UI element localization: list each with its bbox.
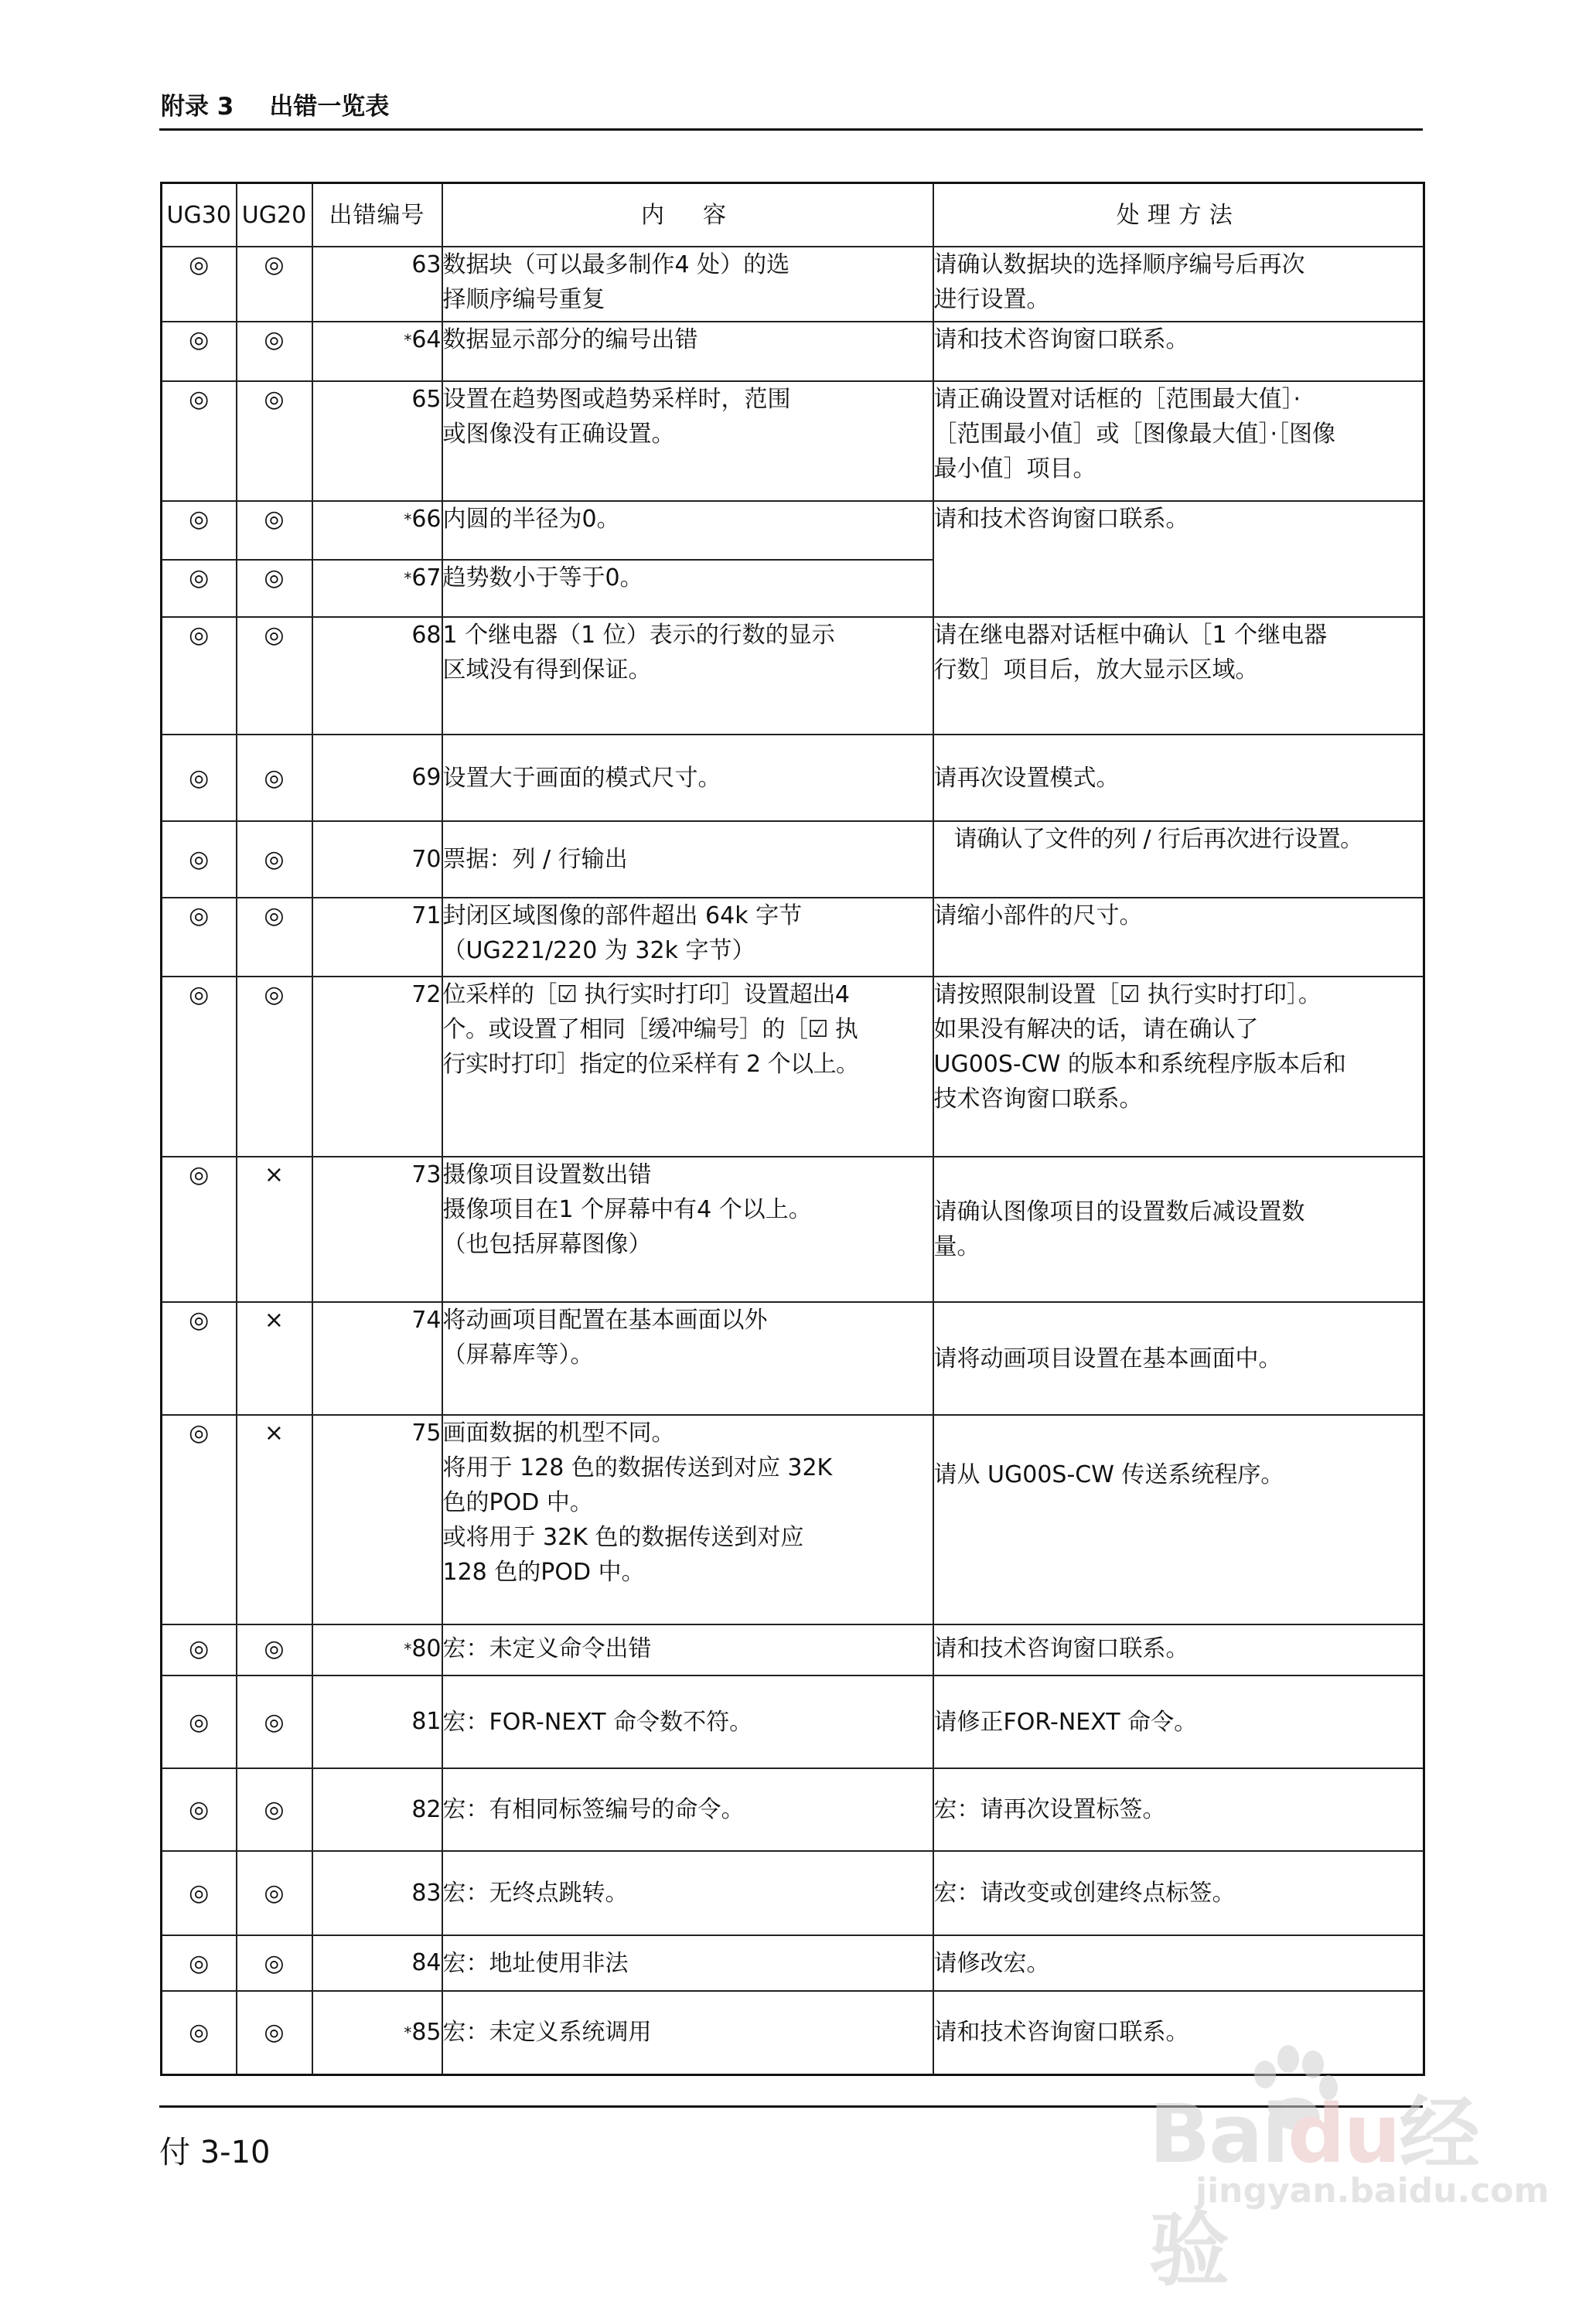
table-row bbox=[162, 898, 1424, 977]
content-cell: 宏：未定义命令出错 bbox=[442, 1624, 933, 1675]
error-code-cell: *67 bbox=[312, 560, 442, 617]
ug30-cell: ◎ bbox=[162, 1991, 237, 2074]
table-row bbox=[162, 821, 1424, 898]
error-code-cell: 63 bbox=[312, 247, 442, 322]
ug20-cell: × bbox=[237, 1415, 312, 1624]
ug20-cell: ◎ bbox=[237, 617, 312, 735]
ug30-cell: ◎ bbox=[162, 501, 237, 560]
ug30-cell: ◎ bbox=[162, 1675, 237, 1768]
ug20-cell: ◎ bbox=[237, 1935, 312, 1991]
ug30-cell: ◎ bbox=[162, 1768, 237, 1851]
ug20-cell: ◎ bbox=[237, 898, 312, 977]
content-cell: 设置大于画面的模式尺寸。 bbox=[442, 735, 933, 821]
content-cell: 将动画项目配置在基本画面以外 （屏幕库等）。 bbox=[442, 1302, 933, 1415]
content-cell: 数据显示部分的编号出错 bbox=[442, 322, 933, 381]
method-cell: 宏：请改变或创建终点标签。 bbox=[933, 1851, 1424, 1935]
error-code-cell: 65 bbox=[312, 381, 442, 501]
error-code-cell: *80 bbox=[312, 1624, 442, 1675]
content-cell: 1 个继电器（1 位）表示的行数的显示 区域没有得到保证。 bbox=[442, 617, 933, 735]
table-row bbox=[162, 322, 1424, 381]
ug30-cell: ◎ bbox=[162, 1935, 237, 1991]
content-cell: 设置在趋势图或趋势采样时，范围 或图像没有正确设置。 bbox=[442, 381, 933, 501]
error-code-cell: 83 bbox=[312, 1851, 442, 1935]
page-title: 出错一览表 bbox=[269, 93, 390, 121]
ug20-cell: ◎ bbox=[237, 1768, 312, 1851]
ug30-cell: ◎ bbox=[162, 735, 237, 821]
watermark-brand: Baidu经验 bbox=[1149, 2087, 1478, 2297]
error-code-cell: 72 bbox=[312, 977, 442, 1157]
table-row bbox=[162, 1415, 1424, 1624]
ug30-cell: ◎ bbox=[162, 1157, 237, 1302]
error-code-cell: *85 bbox=[312, 1991, 442, 2074]
content-cell: 宏：FOR-NEXT 命令数不符。 bbox=[442, 1675, 933, 1768]
method-cell: 请确认图像项目的设置数后减设置数 量。 bbox=[933, 1157, 1424, 1302]
error-code-cell: 70 bbox=[312, 821, 442, 898]
error-code-cell: 68 bbox=[312, 617, 442, 735]
error-code-cell: 84 bbox=[312, 1935, 442, 1991]
ug30-cell: ◎ bbox=[162, 977, 237, 1157]
content-cell: 宏：无终点跳转。 bbox=[442, 1851, 933, 1935]
error-code-cell: 81 bbox=[312, 1675, 442, 1768]
header-content: 内 容 bbox=[442, 183, 933, 247]
content-cell: 内圆的半径为0。 bbox=[442, 501, 933, 560]
table-row bbox=[162, 735, 1424, 821]
error-code-cell: 75 bbox=[312, 1415, 442, 1624]
table-row bbox=[162, 1624, 1424, 1675]
ug20-cell: ◎ bbox=[237, 322, 312, 381]
ug20-cell: ◎ bbox=[237, 1991, 312, 2074]
table-row bbox=[162, 1851, 1424, 1935]
table-row bbox=[162, 1675, 1424, 1768]
ug30-cell: ◎ bbox=[162, 617, 237, 735]
table-header-row bbox=[162, 183, 1424, 247]
table-row bbox=[162, 617, 1424, 735]
error-code-cell: *64 bbox=[312, 322, 442, 381]
error-table bbox=[160, 182, 1425, 2076]
content-cell: 位采样的［☑ 执行实时打印］设置超出4 个。或设置了相同［缓冲编号］的［☑ 执 行实时打印］指定的位采样有 2 个以上。 bbox=[442, 977, 933, 1157]
method-cell: 请缩小部件的尺寸。 bbox=[933, 898, 1424, 977]
method-cell: 请将动画项目设置在基本画面中。 bbox=[933, 1302, 1424, 1415]
ug20-cell: × bbox=[237, 1157, 312, 1302]
ug30-cell: ◎ bbox=[162, 1624, 237, 1675]
method-cell: 宏：请再次设置标签。 bbox=[933, 1768, 1424, 1851]
method-cell: 请和技术咨询窗口联系。 bbox=[933, 1991, 1424, 2074]
content-cell: 宏：地址使用非法 bbox=[442, 1935, 933, 1991]
method-cell: 请确认数据块的选择顺序编号后再次 进行设置。 bbox=[933, 247, 1424, 322]
method-cell: 请和技术咨询窗口联系。 bbox=[933, 1624, 1424, 1675]
header-method: 处理方法 bbox=[933, 183, 1424, 247]
header-rule bbox=[159, 128, 1423, 131]
watermark-url: jingyan.baidu.com bbox=[1195, 2171, 1550, 2211]
section-label: 附录 3 bbox=[161, 93, 234, 121]
ug20-cell: ◎ bbox=[237, 501, 312, 560]
content-cell: 趋势数小于等于0。 bbox=[442, 560, 933, 617]
ug30-cell: ◎ bbox=[162, 1302, 237, 1415]
ug20-cell: ◎ bbox=[237, 735, 312, 821]
error-code-cell: 71 bbox=[312, 898, 442, 977]
content-cell: 数据块（可以最多制作4 处）的选 择顺序编号重复 bbox=[442, 247, 933, 322]
page-number: 付 3-10 bbox=[159, 2135, 271, 2170]
ug30-cell: ◎ bbox=[162, 381, 237, 501]
ug30-cell: ◎ bbox=[162, 247, 237, 322]
method-cell: 请按照限制设置［☑ 执行实时打印］。 如果没有解决的话，请在确认了 UG00S-CW 的版本和系统程序版本后和 技术咨询窗口联系。 bbox=[933, 977, 1424, 1157]
error-code-cell: 74 bbox=[312, 1302, 442, 1415]
table-row bbox=[162, 1157, 1424, 1302]
ug20-cell: ◎ bbox=[237, 821, 312, 898]
ug20-cell: × bbox=[237, 1302, 312, 1415]
ug30-cell: ◎ bbox=[162, 898, 237, 977]
method-cell: 请从 UG00S-CW 传送系统程序。 bbox=[933, 1415, 1424, 1624]
method-cell: 请和技术咨询窗口联系。 bbox=[933, 322, 1424, 381]
table-row bbox=[162, 977, 1424, 1157]
ug20-cell: ◎ bbox=[237, 381, 312, 501]
method-cell: 请再次设置模式。 bbox=[933, 735, 1424, 821]
ug30-cell: ◎ bbox=[162, 1415, 237, 1624]
ug20-cell: ◎ bbox=[237, 1624, 312, 1675]
content-cell: 摄像项目设置数出错 摄像项目在1 个屏幕中有4 个以上。 （也包括屏幕图像） bbox=[442, 1157, 933, 1302]
table-row bbox=[162, 381, 1424, 501]
method-cell: 请和技术咨询窗口联系。 bbox=[933, 501, 1424, 617]
table-row bbox=[162, 1935, 1424, 1991]
table-row bbox=[162, 501, 1424, 560]
table-row bbox=[162, 1302, 1424, 1415]
error-code-cell: 82 bbox=[312, 1768, 442, 1851]
ug20-cell: ◎ bbox=[237, 977, 312, 1157]
method-cell: 请确认了文件的列 / 行后再次进行设置。 bbox=[933, 821, 1424, 898]
header-error-code: 出错编号 bbox=[312, 183, 442, 247]
header-ug30: UG30 bbox=[162, 183, 237, 247]
method-cell: 请在继电器对话框中确认［1 个继电器 行数］项目后，放大显示区域。 bbox=[933, 617, 1424, 735]
error-code-cell: 69 bbox=[312, 735, 442, 821]
method-cell: 请修改宏。 bbox=[933, 1935, 1424, 1991]
ug20-cell: ◎ bbox=[237, 560, 312, 617]
ug30-cell: ◎ bbox=[162, 322, 237, 381]
content-cell: 宏：未定义系统调用 bbox=[442, 1991, 933, 2074]
method-cell: 请修正FOR-NEXT 命令。 bbox=[933, 1675, 1424, 1768]
page-header bbox=[161, 87, 389, 121]
ug20-cell: ◎ bbox=[237, 1851, 312, 1935]
error-code-cell: *66 bbox=[312, 501, 442, 560]
content-cell: 封闭区域图像的部件超出 64k 字节 （UG221/220 为 32k 字节） bbox=[442, 898, 933, 977]
table-row bbox=[162, 1768, 1424, 1851]
ug20-cell: ◎ bbox=[237, 247, 312, 322]
content-cell: 画面数据的机型不同。 将用于 128 色的数据传送到对应 32K 色的POD 中。 或将用于 32K 色的数据传送到对应 128 色的POD 中。 bbox=[442, 1415, 933, 1624]
header-ug20: UG20 bbox=[237, 183, 312, 247]
table-row bbox=[162, 247, 1424, 322]
baidu-watermark bbox=[1118, 2040, 1550, 2297]
ug30-cell: ◎ bbox=[162, 821, 237, 898]
ug30-cell: ◎ bbox=[162, 560, 237, 617]
error-code-cell: 73 bbox=[312, 1157, 442, 1302]
method-cell: 请正确设置对话框的［范围最大值］· ［范围最小值］或［图像最大值］·［图像 最小值］项目。 bbox=[933, 381, 1424, 501]
ug30-cell: ◎ bbox=[162, 1851, 237, 1935]
ug20-cell: ◎ bbox=[237, 1675, 312, 1768]
content-cell: 票据：列 / 行输出 bbox=[442, 821, 933, 898]
content-cell: 宏：有相同标签编号的命令。 bbox=[442, 1768, 933, 1851]
